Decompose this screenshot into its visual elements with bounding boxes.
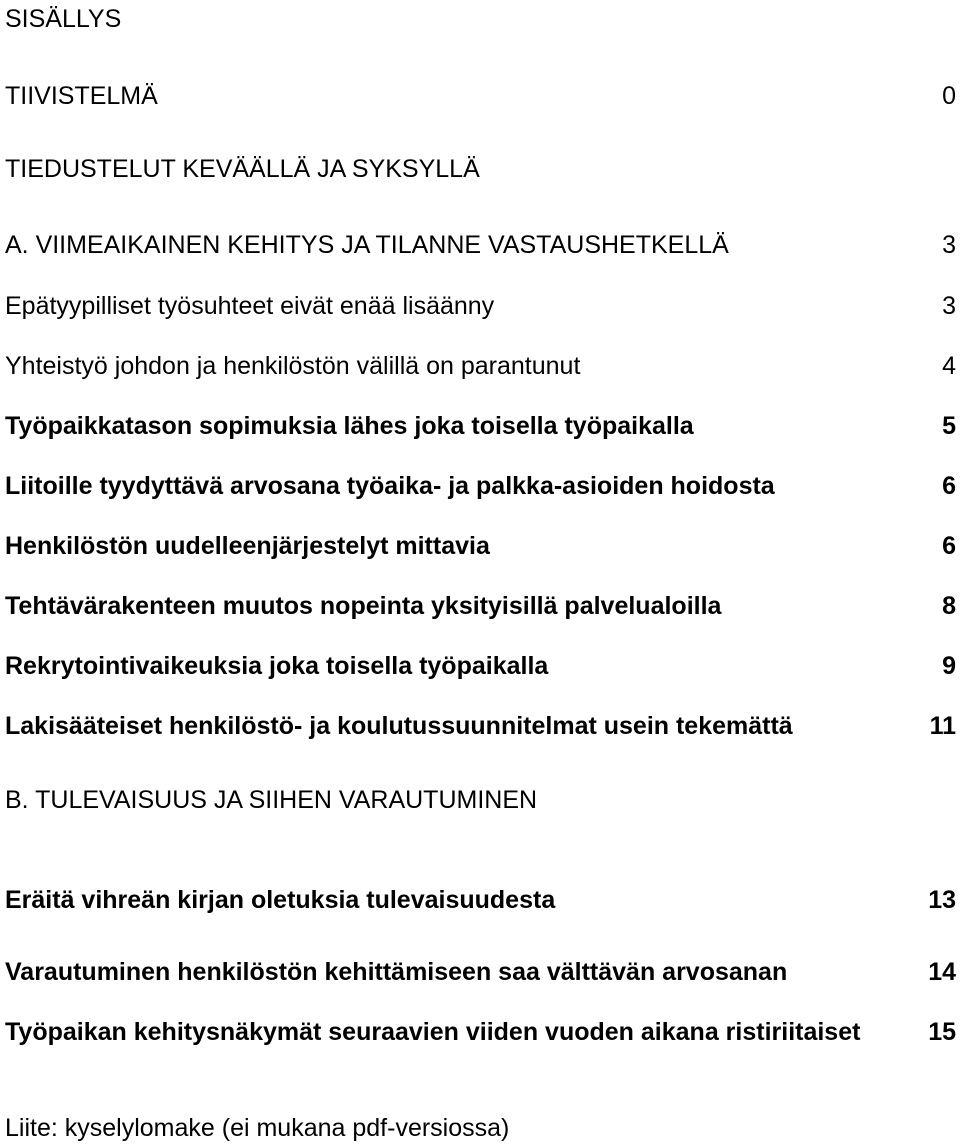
toc-entry-page: 13: [928, 886, 956, 914]
toc-entry-page: 3: [942, 292, 956, 320]
toc-entry-label: Rekrytointivaikeuksia joka toisella työpaikalla: [5, 652, 549, 680]
toc-entry-page: 4: [942, 352, 956, 380]
toc-entry-label: Työpaikkatason sopimuksia lähes joka toisella työpaikalla: [5, 412, 694, 440]
toc-entry-label: Tehtävärakenteen muutos nopeinta yksityisillä palvelualoilla: [5, 592, 722, 620]
toc-entry-page: 0: [942, 82, 956, 110]
toc-entry-label: Eräitä vihreän kirjan oletuksia tulevaisuudesta: [5, 886, 556, 914]
toc-entry-label: B. TULEVAISUUS JA SIIHEN VARAUTUMINEN: [5, 786, 538, 814]
toc-entry-page: 11: [929, 712, 956, 740]
toc-entry-page: 6: [942, 532, 956, 560]
toc-entry-label: Yhteistyö johdon ja henkilöstön välillä on parantunut: [5, 352, 581, 380]
toc-entry-label: Lakisääteiset henkilöstö- ja koulutussuunnitelmat usein tekemättä: [5, 712, 793, 740]
toc-entry-page: 6: [942, 472, 956, 500]
toc-entry-page: 15: [928, 1018, 956, 1046]
toc-entry-label: Liitoille tyydyttävä arvosana työaika- ja palkka-asioiden hoidosta: [5, 472, 775, 500]
toc-entry-label: TIIVISTELMÄ: [5, 82, 158, 110]
toc-entry-label: Epätyypilliset työsuhteet eivät enää lisäänny: [5, 292, 495, 320]
toc-entry-label: Varautuminen henkilöstön kehittämiseen saa välttävän arvosanan: [5, 958, 788, 986]
toc-entry-page: 8: [942, 592, 956, 620]
toc-entry-page: 3: [942, 231, 956, 259]
toc-entry-page: 14: [928, 958, 956, 986]
toc-entry-label: Työpaikan kehitysnäkymät seuraavien viiden vuoden aikana ristiriitaiset: [5, 1018, 861, 1046]
toc-entry-label: A. VIIMEAIKAINEN KEHITYS JA TILANNE VASTAUSHETKELLÄ: [5, 231, 729, 259]
toc-entry-label: TIEDUSTELUT KEVÄÄLLÄ JA SYKSYLLÄ: [5, 155, 480, 183]
toc-entry-page: 5: [942, 412, 956, 440]
toc-entry-label: Henkilöstön uudelleenjärjestelyt mittavia: [5, 532, 490, 560]
toc-entry-page: 9: [942, 652, 956, 680]
